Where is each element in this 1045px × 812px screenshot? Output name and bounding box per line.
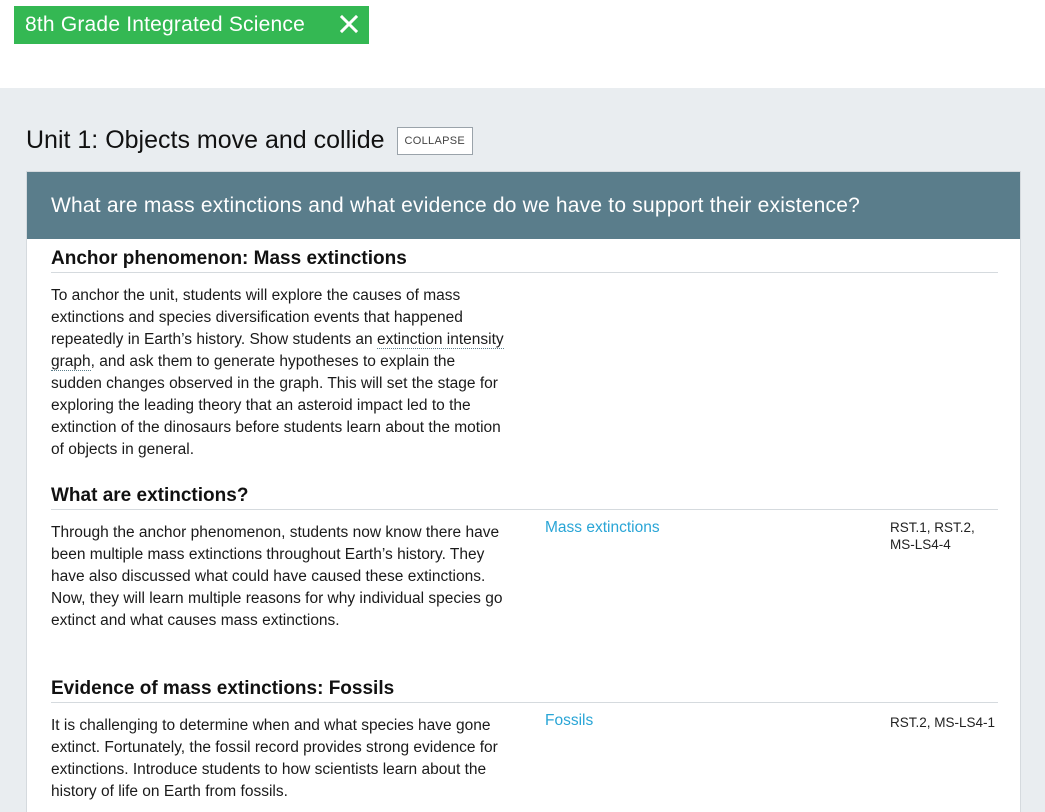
section-description: It is challenging to determine when and what species have gone extinct. Fortunately, the fossil record provides strong evidence for extinctions. Introduce students to how scientists learn about the history of life on Earth from fossils. xyxy=(51,717,498,800)
section-title: What are extinctions? xyxy=(51,485,998,510)
close-icon[interactable] xyxy=(337,12,361,36)
description-text: To anchor the unit, students will explore the causes of mass extinctions and species diversification events that happened repeatedly in Earth’s history. Show students an xyxy=(51,287,463,348)
unit-title: Unit 1: Objects move and collide xyxy=(26,126,385,154)
extinction-graph-link[interactable]: extinction intensity graph xyxy=(51,331,504,370)
course-filter-tag[interactable] xyxy=(14,6,369,44)
section-what-are-extinctions xyxy=(51,485,998,632)
section-anchor-phenomenon xyxy=(51,248,998,461)
course-tag-label: 8th Grade Integrated Science xyxy=(25,13,305,36)
description-text: , and ask them to generate hypotheses to explain the sudden changes observed in the graph. This will set the stage for exploring the leading theory that an asteroid impact led to the extinction of the dinosaurs before students learn about the motion of objects in general. xyxy=(51,353,501,458)
section-description xyxy=(51,285,506,461)
standards-list: RST.1, RST.2, MS-LS4-4 xyxy=(890,520,975,552)
standards-list: RST.2, MS-LS4-1 xyxy=(890,715,996,730)
section-description: Through the anchor phenomenon, students now know there have been multiple mass extinctions throughout Earth’s history. They have also discussed what could have caused these extinctions. Now, they will learn multiple reasons for why individual species go extinct and what causes mass extinctions. xyxy=(51,524,503,629)
main-content xyxy=(0,88,1045,812)
section-evidence-fossils xyxy=(51,678,998,803)
unit-header xyxy=(26,126,473,155)
resource-link-mass-extinctions[interactable]: Mass extinctions xyxy=(545,519,660,536)
lesson-card xyxy=(26,171,1021,812)
resource-link-fossils[interactable]: Fossils xyxy=(545,712,594,729)
filter-tag-bar xyxy=(0,0,1045,88)
section-title: Anchor phenomenon: Mass extinctions xyxy=(51,248,998,273)
driving-question: What are mass extinctions and what evidence do we have to support their existence? xyxy=(27,172,1020,239)
section-title: Evidence of mass extinctions: Fossils xyxy=(51,678,998,703)
collapse-button[interactable]: COLLAPSE xyxy=(397,127,473,155)
